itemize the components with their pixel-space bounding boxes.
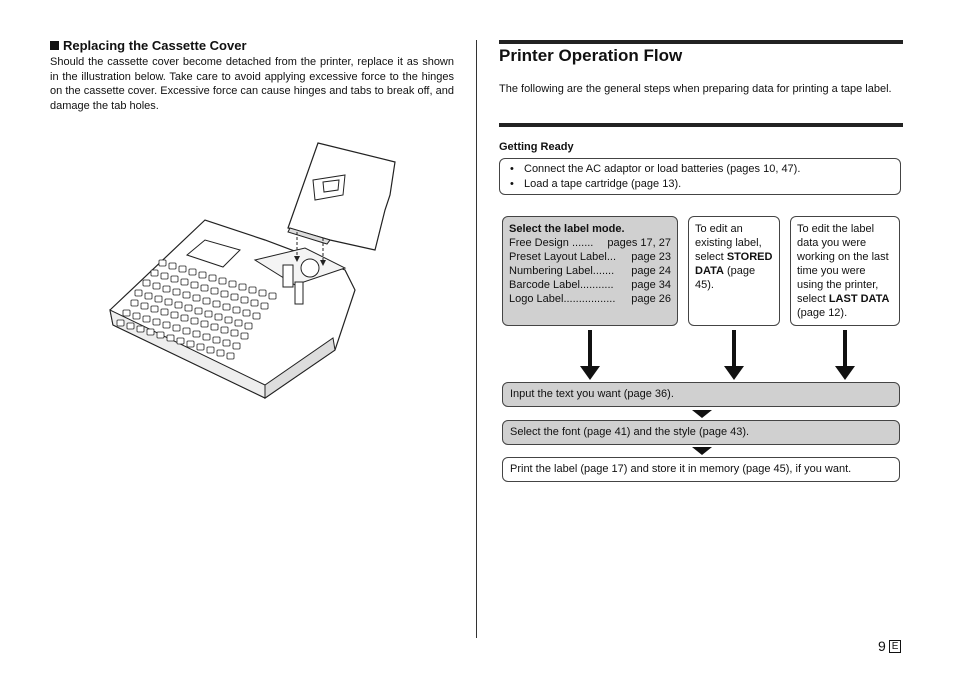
language-badge: E — [889, 640, 902, 653]
step-select-font: Select the font (page 41) and the style (page 43). — [502, 420, 900, 445]
section-body: Should the cassette cover become detached from the printer, replace it as shown in the illustration below. Take care to avoid applying excessive force to the hinges on the cassette cover. Excessive force can cause hinges and tabs to break off, and damage the tab holes. — [50, 56, 454, 112]
step-print-label: Print the label (page 17) and store it in memory (page 45), if you want. — [502, 457, 900, 482]
page-number: 9 E — [878, 638, 901, 654]
column-divider — [476, 40, 477, 638]
square-bullet-icon — [50, 41, 59, 50]
stored-data-box: To edit an existing label, select STORED DATA (page 45). — [688, 216, 780, 326]
last-data-box: To edit the label data you were working on the last time you were using the printer, select LAST DATA (page 12). — [790, 216, 900, 326]
heading-rule — [499, 40, 903, 44]
section-heading — [50, 38, 247, 53]
list-item: Free Design ....... pages 17, 27 — [509, 237, 671, 249]
list-item: Barcode Label........... page 34 — [509, 279, 671, 291]
intro-text: The following are the general steps when preparing data for printing a tape label. — [499, 83, 892, 95]
list-item: Logo Label................. page 26 — [509, 293, 671, 305]
list-item: • Load a tape cartridge (page 13). — [510, 177, 890, 192]
page-title: Printer Operation Flow — [499, 46, 683, 65]
printer-cassette-cover-illustration — [105, 140, 405, 400]
list-item: Preset Layout Label... page 23 — [509, 251, 671, 263]
label-mode-title: Select the label mode. — [509, 223, 625, 235]
section-title: Replacing the Cassette Cover — [63, 38, 247, 53]
getting-ready-heading: Getting Ready — [499, 141, 574, 153]
list-item: Numbering Label....... page 24 — [509, 265, 671, 277]
section-rule — [499, 123, 903, 127]
label-mode-box — [502, 216, 678, 326]
getting-ready-box — [499, 158, 901, 195]
step-input-text: Input the text you want (page 36). — [502, 382, 900, 407]
list-item: • Connect the AC adaptor or load batteries (pages 10, 47). — [510, 162, 890, 177]
